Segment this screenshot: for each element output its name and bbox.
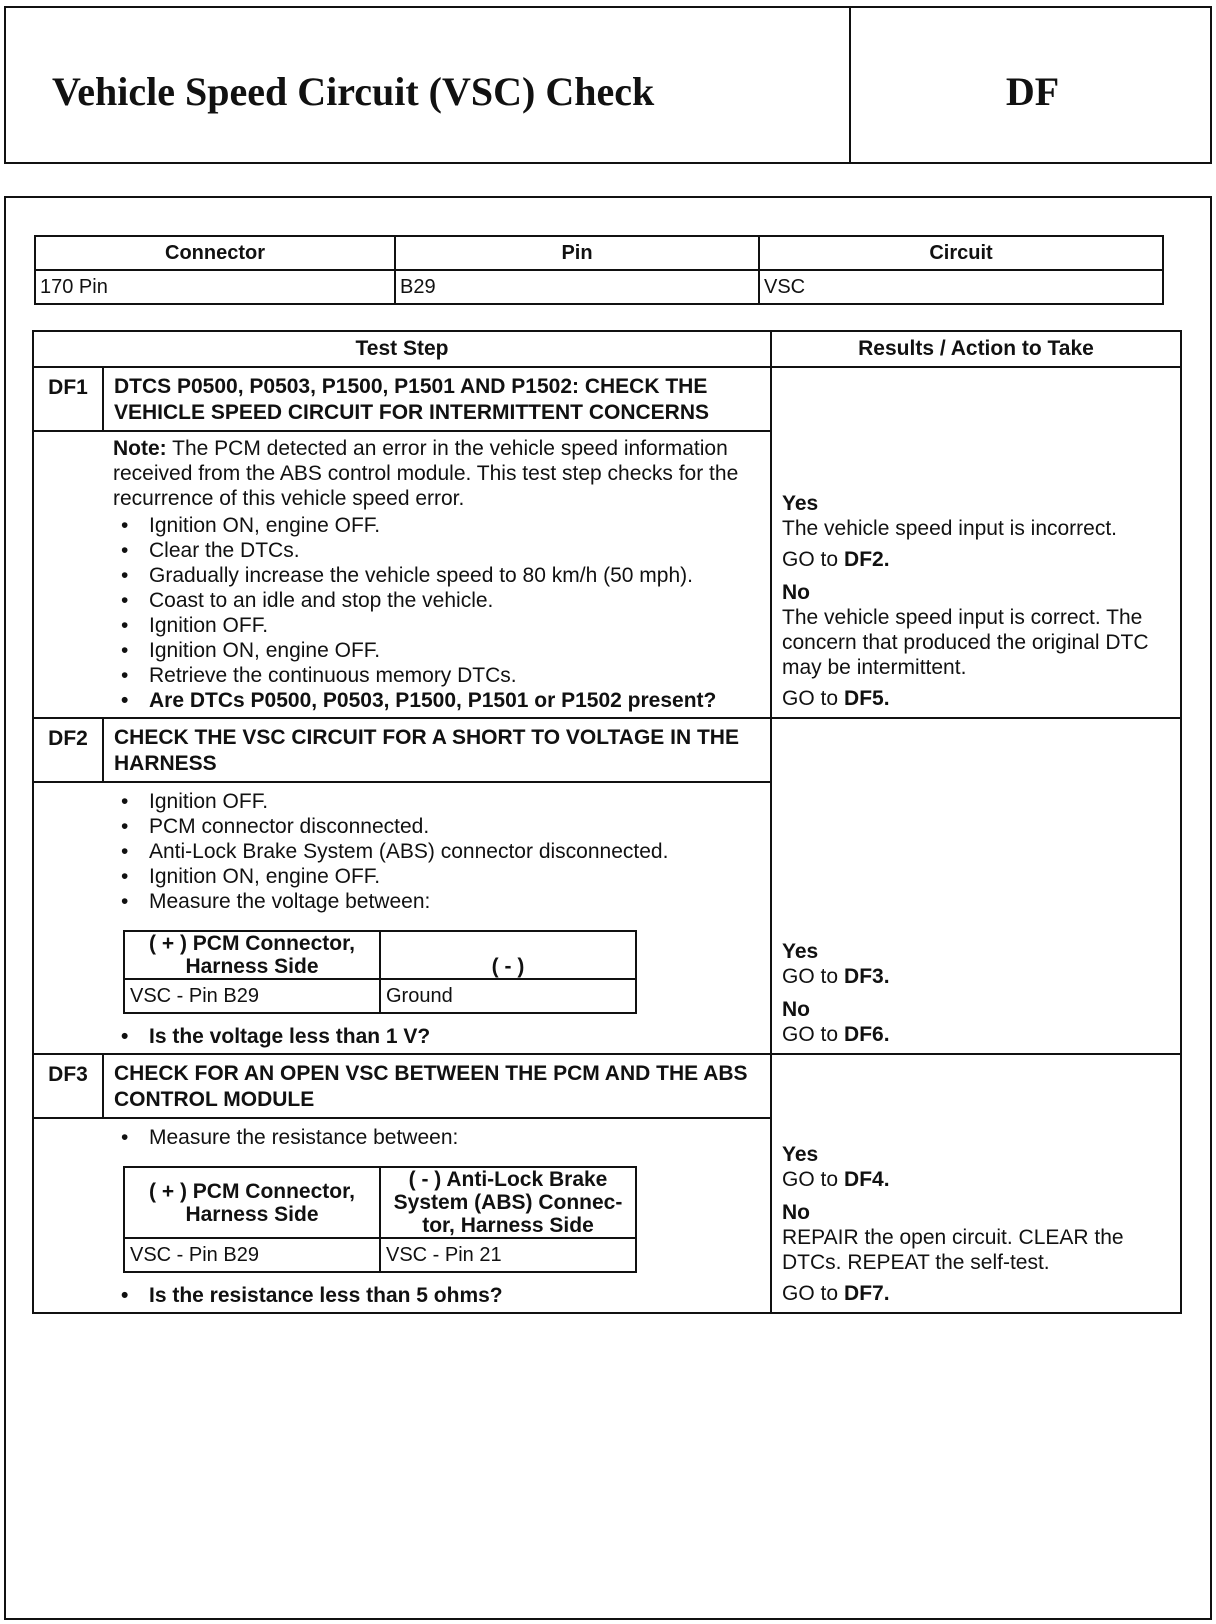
yes-label: Yes (782, 492, 819, 515)
cell-negative: VSC - Pin 21 (380, 1238, 636, 1272)
step-list (113, 513, 760, 713)
list-item: • Measure the voltage between: (149, 889, 760, 914)
step-list (113, 789, 760, 914)
cell-circuit: VSC (759, 270, 1163, 304)
col-test-step: Test Step (33, 331, 771, 367)
step-df3-results (771, 1054, 1181, 1313)
list-item: • Ignition ON, engine OFF. (149, 638, 760, 663)
no-label: No (782, 998, 810, 1021)
yes-goto: GO to DF3. (782, 965, 890, 988)
measurement-table (123, 1166, 637, 1273)
no-goto: GO to DF5. (782, 687, 890, 710)
col-positive: ( + ) PCM Connector, Harness Side (124, 1167, 380, 1238)
connector-table-header (35, 236, 1163, 270)
step-df1-results (771, 367, 1181, 718)
cell-connector: 170 Pin (35, 270, 395, 304)
connector-table (34, 235, 1164, 305)
step-id: DF1 (33, 367, 103, 431)
list-item: • PCM connector disconnected. (149, 814, 760, 839)
measurement-table (123, 930, 637, 1014)
step-df1-title-row (33, 367, 1181, 431)
question: • Is the resistance less than 5 ohms? (149, 1283, 760, 1308)
yes-goto: GO to DF2. (782, 548, 890, 571)
list-item: • Ignition ON, engine OFF. (149, 864, 760, 889)
step-title: CHECK THE VSC CIRCUIT FOR A SHORT TO VOLTAGE IN THE HARNESS (103, 718, 771, 782)
no-label: No (782, 581, 810, 604)
note: Note: The PCM detected an error in the vehicle speed information received from the ABS control module. This test step checks for the recurrence of this vehicle speed error. (113, 437, 739, 510)
col-negative: ( - ) (380, 931, 636, 979)
step-df2-title-row (33, 718, 1181, 782)
test-table-header (33, 331, 1181, 367)
page-title: Vehicle Speed Circuit (VSC) Check (52, 69, 655, 114)
no-goto: GO to DF6. (782, 1023, 890, 1046)
step-id: DF2 (33, 718, 103, 782)
list-item: • Measure the resistance between: (149, 1125, 760, 1150)
list-item: • Ignition OFF. (149, 613, 760, 638)
yes-label: Yes (782, 940, 819, 963)
col-circuit: Circuit (759, 236, 1163, 270)
list-item: • Coast to an idle and stop the vehicle. (149, 588, 760, 613)
list-item: • Retrieve the continuous memory DTCs. (149, 663, 760, 688)
table-row (35, 270, 1163, 304)
yes-text: The vehicle speed input is incorrect. (782, 517, 1118, 540)
step-title: DTCS P0500, P0503, P1500, P1501 AND P1502: CHECK THE VEHICLE SPEED CIRCUIT FOR INTERMITTENT CONCERNS (103, 367, 771, 431)
list-item: • Ignition ON, engine OFF. (149, 513, 760, 538)
no-text: The vehicle speed input is correct. The concern that produced the original DTC may be intermittent. (782, 606, 1149, 679)
page-header (4, 6, 1212, 164)
step-id: DF3 (33, 1054, 103, 1118)
step-body (103, 1118, 771, 1313)
no-label: No (782, 1201, 810, 1224)
list-item: • Gradually increase the vehicle speed to 80 km/h (50 mph). (149, 563, 760, 588)
step-body (103, 782, 771, 1054)
cell-pin: B29 (395, 270, 759, 304)
no-goto: GO to DF7. (782, 1282, 890, 1305)
col-connector: Connector (35, 236, 395, 270)
no-text: REPAIR the open circuit. CLEAR the DTCs. REPEAT the self-test. (782, 1226, 1124, 1274)
col-positive: ( + ) PCM Connector, Harness Side (124, 931, 380, 979)
question: • Is the voltage less than 1 V? (149, 1024, 760, 1049)
yes-goto: GO to DF4. (782, 1168, 890, 1191)
step-df3-title-row (33, 1054, 1181, 1118)
list-item: • Clear the DTCs. (149, 538, 760, 563)
list-item: • Anti-Lock Brake System (ABS) connector disconnected. (149, 839, 760, 864)
step-title: CHECK FOR AN OPEN VSC BETWEEN THE PCM AND THE ABS CONTROL MODULE (103, 1054, 771, 1118)
step-body (103, 431, 771, 718)
cell-positive: VSC - Pin B29 (124, 979, 380, 1013)
list-item: • Ignition OFF. (149, 789, 760, 814)
step-df2-results (771, 718, 1181, 1054)
yes-label: Yes (782, 1143, 819, 1166)
col-results: Results / Action to Take (771, 331, 1181, 367)
test-step-table (32, 330, 1182, 1314)
question: • Are DTCs P0500, P0503, P1500, P1501 or P1502 present? (149, 688, 760, 713)
cell-negative: Ground (380, 979, 636, 1013)
table-row (124, 1238, 636, 1272)
section-code: DF (1005, 69, 1060, 114)
col-pin: Pin (395, 236, 759, 270)
step-list (113, 1125, 760, 1150)
cell-positive: VSC - Pin B29 (124, 1238, 380, 1272)
table-row (124, 979, 636, 1013)
col-negative: ( - ) Anti-Lock Brake System (ABS) Connec-tor, Harness Side (380, 1167, 636, 1238)
